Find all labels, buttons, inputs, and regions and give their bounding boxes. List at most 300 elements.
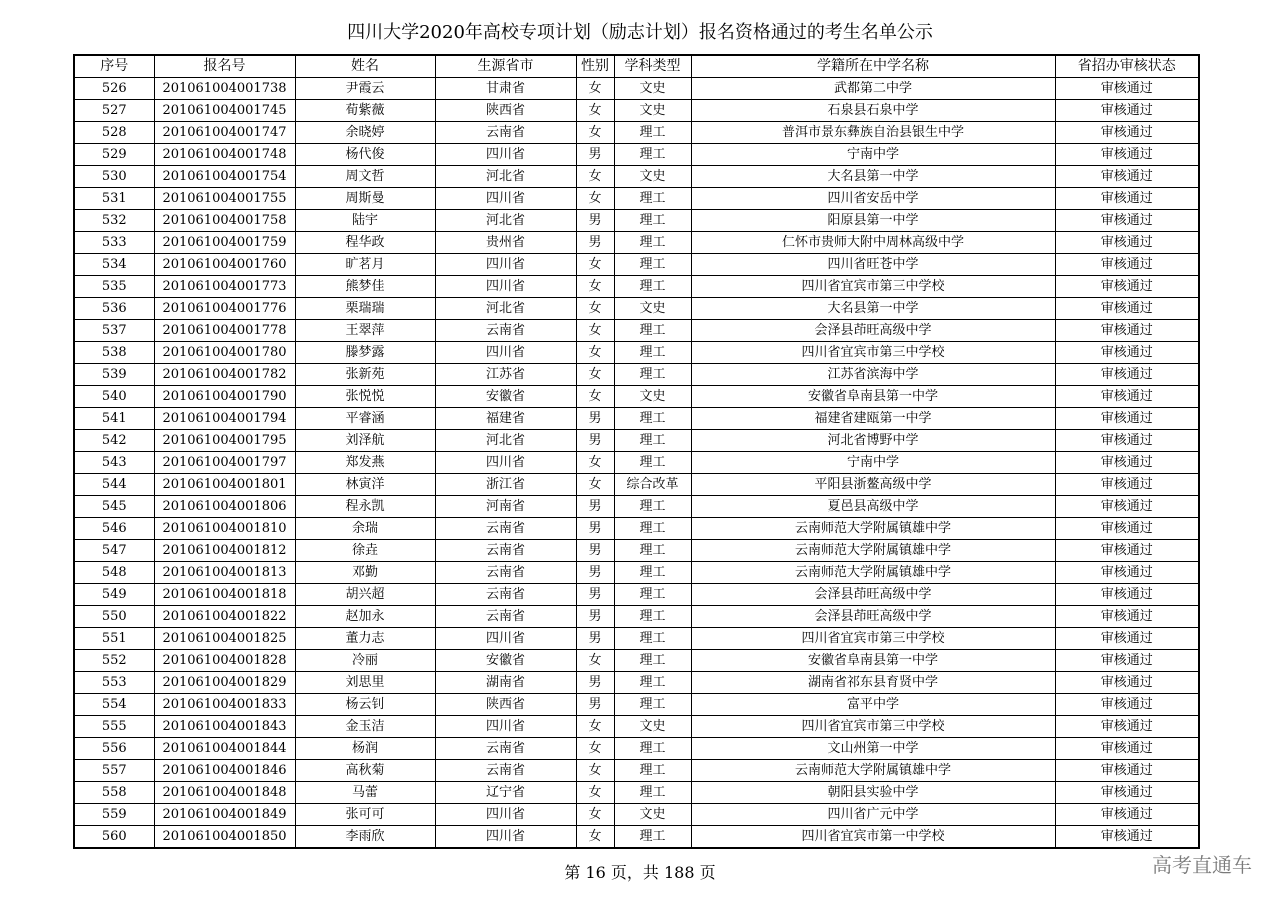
name-cell: 马蕾 [295, 782, 435, 804]
index-cell: 526 [74, 78, 154, 100]
province-cell: 云南省 [435, 562, 576, 584]
registration-number-cell: 201061004001813 [154, 562, 295, 584]
school-name-cell: 四川省广元中学 [691, 804, 1055, 826]
index-cell: 546 [74, 518, 154, 540]
name-cell: 胡兴超 [295, 584, 435, 606]
registration-number-cell: 201061004001758 [154, 210, 295, 232]
name-cell: 程永凯 [295, 496, 435, 518]
review-status-cell: 审核通过 [1055, 452, 1199, 474]
index-cell: 559 [74, 804, 154, 826]
gender-cell: 男 [576, 144, 614, 166]
review-status-cell: 审核通过 [1055, 78, 1199, 100]
name-cell: 刘泽航 [295, 430, 435, 452]
header-province: 生源省市 [435, 55, 576, 78]
province-cell: 安徽省 [435, 650, 576, 672]
province-cell: 贵州省 [435, 232, 576, 254]
gender-cell: 男 [576, 210, 614, 232]
gender-cell: 女 [576, 78, 614, 100]
province-cell: 四川省 [435, 144, 576, 166]
review-status-cell: 审核通过 [1055, 694, 1199, 716]
table-row [74, 628, 1199, 650]
subject-type-cell: 理工 [614, 232, 691, 254]
table-row [74, 232, 1199, 254]
subject-type-cell: 理工 [614, 650, 691, 672]
index-cell: 532 [74, 210, 154, 232]
registration-number-cell: 201061004001849 [154, 804, 295, 826]
province-cell: 河北省 [435, 430, 576, 452]
index-cell: 535 [74, 276, 154, 298]
header-school-name: 学籍所在中学名称 [691, 55, 1055, 78]
province-cell: 四川省 [435, 276, 576, 298]
index-cell: 544 [74, 474, 154, 496]
gender-cell: 女 [576, 386, 614, 408]
gender-cell: 男 [576, 430, 614, 452]
school-name-cell: 武都第二中学 [691, 78, 1055, 100]
gender-cell: 女 [576, 650, 614, 672]
name-cell: 尹霞云 [295, 78, 435, 100]
index-cell: 545 [74, 496, 154, 518]
table-row [74, 826, 1199, 849]
registration-number-cell: 201061004001780 [154, 342, 295, 364]
registration-number-cell: 201061004001755 [154, 188, 295, 210]
name-cell: 董力志 [295, 628, 435, 650]
registration-number-cell: 201061004001782 [154, 364, 295, 386]
header-gender: 性别 [576, 55, 614, 78]
name-cell: 金玉洁 [295, 716, 435, 738]
name-cell: 熊梦佳 [295, 276, 435, 298]
province-cell: 四川省 [435, 804, 576, 826]
gender-cell: 男 [576, 496, 614, 518]
header-index: 序号 [74, 55, 154, 78]
table-row [74, 650, 1199, 672]
table-row [74, 364, 1199, 386]
subject-type-cell: 理工 [614, 452, 691, 474]
registration-number-cell: 201061004001754 [154, 166, 295, 188]
school-name-cell: 安徽省阜南县第一中学 [691, 650, 1055, 672]
school-name-cell: 江苏省滨海中学 [691, 364, 1055, 386]
review-status-cell: 审核通过 [1055, 100, 1199, 122]
name-cell: 杨润 [295, 738, 435, 760]
table-row [74, 276, 1199, 298]
province-cell: 湖南省 [435, 672, 576, 694]
table-row [74, 78, 1199, 100]
index-cell: 543 [74, 452, 154, 474]
province-cell: 云南省 [435, 760, 576, 782]
table-row [74, 430, 1199, 452]
school-name-cell: 四川省宜宾市第三中学校 [691, 342, 1055, 364]
subject-type-cell: 文史 [614, 298, 691, 320]
registration-number-cell: 201061004001844 [154, 738, 295, 760]
table-row [74, 100, 1199, 122]
review-status-cell: 审核通过 [1055, 518, 1199, 540]
school-name-cell: 湖南省祁东县育贤中学 [691, 672, 1055, 694]
review-status-cell: 审核通过 [1055, 562, 1199, 584]
table-row [74, 474, 1199, 496]
gender-cell: 女 [576, 122, 614, 144]
index-cell: 531 [74, 188, 154, 210]
province-cell: 河北省 [435, 210, 576, 232]
school-name-cell: 会泽县茚旺高级中学 [691, 584, 1055, 606]
page-title: 四川大学2020年高校专项计划（励志计划）报名资格通过的考生名单公示 [347, 22, 933, 43]
province-cell: 四川省 [435, 254, 576, 276]
header-registration-number: 报名号 [154, 55, 295, 78]
review-status-cell: 审核通过 [1055, 650, 1199, 672]
registration-number-cell: 201061004001801 [154, 474, 295, 496]
table-row [74, 738, 1199, 760]
province-cell: 河北省 [435, 298, 576, 320]
province-cell: 四川省 [435, 188, 576, 210]
gender-cell: 女 [576, 298, 614, 320]
index-cell: 550 [74, 606, 154, 628]
registration-number-cell: 201061004001833 [154, 694, 295, 716]
gender-cell: 女 [576, 474, 614, 496]
table-row [74, 342, 1199, 364]
subject-type-cell: 理工 [614, 540, 691, 562]
registration-number-cell: 201061004001745 [154, 100, 295, 122]
registration-number-cell: 201061004001850 [154, 826, 295, 849]
school-name-cell: 宁南中学 [691, 144, 1055, 166]
index-cell: 530 [74, 166, 154, 188]
review-status-cell: 审核通过 [1055, 760, 1199, 782]
name-cell: 余晓婷 [295, 122, 435, 144]
name-cell: 赵加永 [295, 606, 435, 628]
registration-number-cell: 201061004001797 [154, 452, 295, 474]
name-cell: 郑发燕 [295, 452, 435, 474]
index-cell: 552 [74, 650, 154, 672]
school-name-cell: 宁南中学 [691, 452, 1055, 474]
school-name-cell: 平阳县浙鳌高级中学 [691, 474, 1055, 496]
index-cell: 555 [74, 716, 154, 738]
gender-cell: 女 [576, 166, 614, 188]
index-cell: 537 [74, 320, 154, 342]
school-name-cell: 朝阳县实验中学 [691, 782, 1055, 804]
registration-number-cell: 201061004001790 [154, 386, 295, 408]
review-status-cell: 审核通过 [1055, 122, 1199, 144]
subject-type-cell: 文史 [614, 100, 691, 122]
name-cell: 栗瑞瑞 [295, 298, 435, 320]
registration-number-cell: 201061004001806 [154, 496, 295, 518]
table-row [74, 254, 1199, 276]
table-row [74, 562, 1199, 584]
subject-type-cell: 理工 [614, 122, 691, 144]
subject-type-cell: 理工 [614, 342, 691, 364]
table-row [74, 122, 1199, 144]
province-cell: 四川省 [435, 452, 576, 474]
index-cell: 538 [74, 342, 154, 364]
table-row [74, 452, 1199, 474]
registration-number-cell: 201061004001846 [154, 760, 295, 782]
province-cell: 辽宁省 [435, 782, 576, 804]
review-status-cell: 审核通过 [1055, 496, 1199, 518]
subject-type-cell: 理工 [614, 562, 691, 584]
review-status-cell: 审核通过 [1055, 232, 1199, 254]
index-cell: 556 [74, 738, 154, 760]
index-cell: 529 [74, 144, 154, 166]
registration-number-cell: 201061004001828 [154, 650, 295, 672]
school-name-cell: 石泉县石泉中学 [691, 100, 1055, 122]
index-cell: 549 [74, 584, 154, 606]
table-row [74, 188, 1199, 210]
table-row [74, 386, 1199, 408]
name-cell: 高秋菊 [295, 760, 435, 782]
school-name-cell: 四川省宜宾市第一中学校 [691, 826, 1055, 849]
subject-type-cell: 文史 [614, 78, 691, 100]
name-cell: 平睿涵 [295, 408, 435, 430]
school-name-cell: 大名县第一中学 [691, 298, 1055, 320]
registration-number-cell: 201061004001773 [154, 276, 295, 298]
subject-type-cell: 理工 [614, 276, 691, 298]
review-status-cell: 审核通过 [1055, 716, 1199, 738]
table-row [74, 782, 1199, 804]
registration-number-cell: 201061004001825 [154, 628, 295, 650]
registration-number-cell: 201061004001748 [154, 144, 295, 166]
school-name-cell: 夏邑县高级中学 [691, 496, 1055, 518]
name-cell: 徐垚 [295, 540, 435, 562]
registration-number-cell: 201061004001738 [154, 78, 295, 100]
school-name-cell: 云南师范大学附属镇雄中学 [691, 518, 1055, 540]
gender-cell: 男 [576, 562, 614, 584]
name-cell: 冷丽 [295, 650, 435, 672]
subject-type-cell: 理工 [614, 584, 691, 606]
registration-number-cell: 201061004001829 [154, 672, 295, 694]
review-status-cell: 审核通过 [1055, 408, 1199, 430]
name-cell: 余瑞 [295, 518, 435, 540]
province-cell: 四川省 [435, 342, 576, 364]
page-number: 第 16 页，共 188 页 [564, 863, 716, 882]
name-cell: 陆宇 [295, 210, 435, 232]
header-subject-type: 学科类型 [614, 55, 691, 78]
registration-number-cell: 201061004001843 [154, 716, 295, 738]
subject-type-cell: 理工 [614, 694, 691, 716]
table-row [74, 320, 1199, 342]
subject-type-cell: 理工 [614, 188, 691, 210]
table-row [74, 210, 1199, 232]
review-status-cell: 审核通过 [1055, 254, 1199, 276]
province-cell: 云南省 [435, 122, 576, 144]
name-cell: 荀紫薇 [295, 100, 435, 122]
header-review-status: 省招办审核状态 [1055, 55, 1199, 78]
school-name-cell: 大名县第一中学 [691, 166, 1055, 188]
index-cell: 542 [74, 430, 154, 452]
table-row [74, 496, 1199, 518]
gender-cell: 男 [576, 672, 614, 694]
registration-number-cell: 201061004001795 [154, 430, 295, 452]
table-row [74, 672, 1199, 694]
name-cell: 旷茗月 [295, 254, 435, 276]
table-row [74, 540, 1199, 562]
subject-type-cell: 理工 [614, 210, 691, 232]
school-name-cell: 云南师范大学附属镇雄中学 [691, 760, 1055, 782]
province-cell: 四川省 [435, 826, 576, 849]
registration-number-cell: 201061004001778 [154, 320, 295, 342]
gender-cell: 男 [576, 518, 614, 540]
table-row [74, 298, 1199, 320]
name-cell: 杨代俊 [295, 144, 435, 166]
gender-cell: 女 [576, 364, 614, 386]
index-cell: 528 [74, 122, 154, 144]
gender-cell: 男 [576, 606, 614, 628]
school-name-cell: 四川省宜宾市第三中学校 [691, 276, 1055, 298]
name-cell: 张悦悦 [295, 386, 435, 408]
subject-type-cell: 文史 [614, 166, 691, 188]
subject-type-cell: 理工 [614, 320, 691, 342]
gender-cell: 女 [576, 276, 614, 298]
gender-cell: 女 [576, 100, 614, 122]
school-name-cell: 河北省博野中学 [691, 430, 1055, 452]
subject-type-cell: 理工 [614, 364, 691, 386]
table-row [74, 584, 1199, 606]
index-cell: 548 [74, 562, 154, 584]
registration-number-cell: 201061004001759 [154, 232, 295, 254]
candidate-table [73, 54, 1200, 849]
review-status-cell: 审核通过 [1055, 606, 1199, 628]
review-status-cell: 审核通过 [1055, 386, 1199, 408]
province-cell: 江苏省 [435, 364, 576, 386]
registration-number-cell: 201061004001747 [154, 122, 295, 144]
school-name-cell: 四川省宜宾市第三中学校 [691, 628, 1055, 650]
name-cell: 滕梦露 [295, 342, 435, 364]
name-cell: 张可可 [295, 804, 435, 826]
name-cell: 刘思里 [295, 672, 435, 694]
gender-cell: 男 [576, 232, 614, 254]
province-cell: 云南省 [435, 606, 576, 628]
index-cell: 527 [74, 100, 154, 122]
table-header-row [74, 55, 1199, 78]
subject-type-cell: 理工 [614, 782, 691, 804]
review-status-cell: 审核通过 [1055, 364, 1199, 386]
subject-type-cell: 理工 [614, 430, 691, 452]
subject-type-cell: 文史 [614, 386, 691, 408]
subject-type-cell: 文史 [614, 804, 691, 826]
registration-number-cell: 201061004001812 [154, 540, 295, 562]
province-cell: 四川省 [435, 716, 576, 738]
table-row [74, 760, 1199, 782]
header-name: 姓名 [295, 55, 435, 78]
province-cell: 陕西省 [435, 100, 576, 122]
subject-type-cell: 理工 [614, 254, 691, 276]
subject-type-cell: 综合改革 [614, 474, 691, 496]
name-cell: 邓勤 [295, 562, 435, 584]
table-row [74, 166, 1199, 188]
review-status-cell: 审核通过 [1055, 804, 1199, 826]
watermark: 高考直通车 [1152, 853, 1252, 877]
index-cell: 551 [74, 628, 154, 650]
school-name-cell: 仁怀市贵师大附中周林高级中学 [691, 232, 1055, 254]
school-name-cell: 会泽县茚旺高级中学 [691, 320, 1055, 342]
review-status-cell: 审核通过 [1055, 298, 1199, 320]
subject-type-cell: 理工 [614, 144, 691, 166]
province-cell: 云南省 [435, 738, 576, 760]
gender-cell: 女 [576, 188, 614, 210]
review-status-cell: 审核通过 [1055, 320, 1199, 342]
table-row [74, 408, 1199, 430]
name-cell: 张新苑 [295, 364, 435, 386]
review-status-cell: 审核通过 [1055, 166, 1199, 188]
gender-cell: 女 [576, 342, 614, 364]
registration-number-cell: 201061004001760 [154, 254, 295, 276]
subject-type-cell: 理工 [614, 606, 691, 628]
school-name-cell: 安徽省阜南县第一中学 [691, 386, 1055, 408]
name-cell: 周斯曼 [295, 188, 435, 210]
school-name-cell: 四川省安岳中学 [691, 188, 1055, 210]
school-name-cell: 云南师范大学附属镇雄中学 [691, 562, 1055, 584]
review-status-cell: 审核通过 [1055, 738, 1199, 760]
review-status-cell: 审核通过 [1055, 540, 1199, 562]
school-name-cell: 四川省旺苍中学 [691, 254, 1055, 276]
gender-cell: 女 [576, 782, 614, 804]
review-status-cell: 审核通过 [1055, 188, 1199, 210]
index-cell: 557 [74, 760, 154, 782]
name-cell: 林寅洋 [295, 474, 435, 496]
province-cell: 福建省 [435, 408, 576, 430]
province-cell: 云南省 [435, 540, 576, 562]
index-cell: 541 [74, 408, 154, 430]
gender-cell: 男 [576, 628, 614, 650]
school-name-cell: 云南师范大学附属镇雄中学 [691, 540, 1055, 562]
review-status-cell: 审核通过 [1055, 584, 1199, 606]
review-status-cell: 审核通过 [1055, 276, 1199, 298]
school-name-cell: 文山州第一中学 [691, 738, 1055, 760]
review-status-cell: 审核通过 [1055, 430, 1199, 452]
table-row [74, 518, 1199, 540]
registration-number-cell: 201061004001822 [154, 606, 295, 628]
province-cell: 甘肃省 [435, 78, 576, 100]
province-cell: 云南省 [435, 584, 576, 606]
province-cell: 河南省 [435, 496, 576, 518]
gender-cell: 男 [576, 408, 614, 430]
school-name-cell: 富平中学 [691, 694, 1055, 716]
gender-cell: 女 [576, 320, 614, 342]
subject-type-cell: 理工 [614, 408, 691, 430]
gender-cell: 女 [576, 716, 614, 738]
school-name-cell: 四川省宜宾市第三中学校 [691, 716, 1055, 738]
province-cell: 河北省 [435, 166, 576, 188]
registration-number-cell: 201061004001818 [154, 584, 295, 606]
gender-cell: 女 [576, 804, 614, 826]
subject-type-cell: 理工 [614, 518, 691, 540]
index-cell: 540 [74, 386, 154, 408]
subject-type-cell: 理工 [614, 496, 691, 518]
table-row [74, 694, 1199, 716]
province-cell: 云南省 [435, 518, 576, 540]
gender-cell: 女 [576, 760, 614, 782]
subject-type-cell: 理工 [614, 628, 691, 650]
subject-type-cell: 文史 [614, 716, 691, 738]
review-status-cell: 审核通过 [1055, 826, 1199, 849]
name-cell: 周文哲 [295, 166, 435, 188]
table-row [74, 144, 1199, 166]
school-name-cell: 福建省建瓯第一中学 [691, 408, 1055, 430]
index-cell: 539 [74, 364, 154, 386]
review-status-cell: 审核通过 [1055, 628, 1199, 650]
gender-cell: 女 [576, 826, 614, 849]
index-cell: 558 [74, 782, 154, 804]
name-cell: 王翠萍 [295, 320, 435, 342]
name-cell: 李雨欣 [295, 826, 435, 849]
index-cell: 536 [74, 298, 154, 320]
review-status-cell: 审核通过 [1055, 210, 1199, 232]
name-cell: 杨云钊 [295, 694, 435, 716]
gender-cell: 女 [576, 254, 614, 276]
index-cell: 547 [74, 540, 154, 562]
name-cell: 程华政 [295, 232, 435, 254]
review-status-cell: 审核通过 [1055, 144, 1199, 166]
registration-number-cell: 201061004001810 [154, 518, 295, 540]
review-status-cell: 审核通过 [1055, 342, 1199, 364]
index-cell: 554 [74, 694, 154, 716]
province-cell: 四川省 [435, 628, 576, 650]
registration-number-cell: 201061004001848 [154, 782, 295, 804]
